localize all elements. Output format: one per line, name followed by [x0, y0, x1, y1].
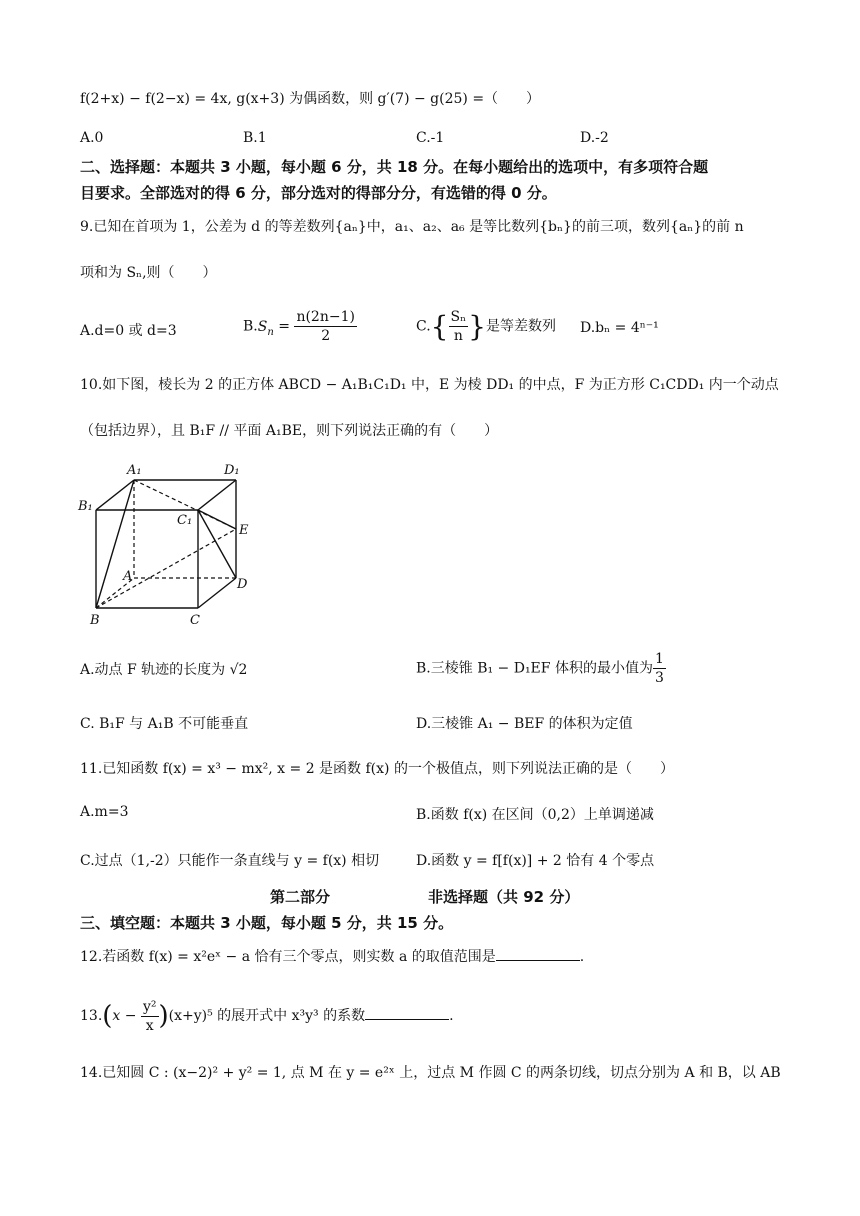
label-d1: D₁ [224, 463, 240, 478]
q9-stem-line2: 项和为 Sₙ,则（ ） [80, 265, 217, 281]
q13-text: (x+y)⁵ 的展开式中 x³y³ 的系数 [168, 1008, 366, 1024]
q9-option-d: D.bₙ = 4ⁿ⁻¹ [580, 320, 659, 336]
q13: 13.(x − $\frac{\text{y²}}{x}$ )(x+y)⁵ 的展开式中 x³y³ 的系数 . [80, 998, 454, 1034]
q8-stem: f(2+x) − f(2−x) = 4x, g(x+3) 为偶函数，则 g′(7) − g(25) =（ ） [80, 91, 541, 107]
segment-b-a1 [96, 480, 134, 608]
q14-stem: 14.已知圆 C : (x−2)² + y² = 1, 点 M 在 y = e²ˣ 上，过点 M 作圆 C 的两条切线，切点分别为 A 和 B，以 AB [80, 1065, 781, 1081]
q9-stem-line1: 9.已知在首项为 1，公差为 d 的等差数列{aₙ}中，a₁、a₂、a₆ 是等比数列{bₙ}的前三项，数列{aₙ}的前 n [80, 219, 744, 235]
part2-subtitle: 非选择题（共 92 分） [428, 888, 580, 906]
q9-option-c-fraction [449, 308, 469, 345]
q8-option-b: B.1 [243, 130, 267, 146]
label-c1: C₁ [177, 513, 193, 528]
edge-c1-d1 [198, 480, 236, 510]
q13-denominator: x [145, 1017, 154, 1034]
cube-figure [76, 458, 256, 630]
q9-option-b-fraction [294, 308, 357, 345]
q13-end: . [449, 1008, 454, 1024]
section2-header-line2: 目要求。全部选对的得 6 分，部分选对的得部分分，有选错的得 0 分。 [80, 184, 557, 202]
q9-option-a: A.d=0 或 d=3 [80, 323, 177, 339]
section2-header-line1: 二、选择题：本题共 3 小题，每小题 6 分，共 18 分。在每小题给出的选项中，有多项符合题 [80, 158, 709, 176]
q10-option-c: C. B₁F 与 A₁B 不可能垂直 [80, 716, 249, 732]
q13-answer-blank [365, 1005, 449, 1020]
q10-option-b-fraction [653, 650, 666, 687]
edge-b1-a1 [96, 480, 134, 510]
q9-option-c-numerator: Sₙ [450, 309, 467, 325]
label-d: D [237, 577, 248, 592]
q9-option-b-numerator: n(2n−1) [296, 309, 355, 325]
q11-option-b: B.函数 f(x) 在区间（0,2）上单调递减 [416, 807, 654, 823]
part2-title: 第二部分 [270, 888, 331, 906]
q11-stem: 11.已知函数 f(x) = x³ − mx², x = 2 是函数 f(x) 的一个极值点，则下列说法正确的是（ ） [80, 761, 674, 777]
q12-answer-blank [496, 946, 580, 961]
q10-option-b-text: B.三棱锥 B₁ − D₁EF 体积的最小值为 [416, 660, 653, 677]
q13-prefix: 13. [80, 1008, 103, 1024]
q10-option-b [416, 650, 666, 687]
label-e: E [239, 523, 249, 538]
q9-option-c-denominator: n [453, 328, 463, 344]
q9-option-b-denominator: 2 [321, 328, 331, 344]
q10-option-b-numerator: 1 [654, 651, 664, 667]
q9-option-b: $B.S_n$ = $\frac{n(2n-1)}{2}$ [243, 309, 355, 344]
label-a: A [123, 569, 133, 584]
label-a1: A₁ [127, 463, 142, 478]
q10-stem-line1: 10.如下图，棱长为 2 的正方体 ABCD − A₁B₁C₁D₁ 中，E 为棱 DD₁ 的中点，F 为正方形 C₁CDD₁ 内一个动点 [80, 377, 779, 393]
label-b: B [90, 613, 100, 628]
q10-stem-line2: （包括边界），且 B₁F // 平面 A₁BE，则下列说法正确的有（ ） [80, 423, 499, 439]
q8-option-d: D.-2 [580, 130, 609, 146]
q8-option-c: C.-1 [416, 130, 445, 146]
q10-option-a: A.动点 F 轨迹的长度为 √2 [80, 662, 248, 678]
q11-option-a: A.m=3 [80, 804, 129, 820]
q13-numerator: y² [142, 998, 157, 1015]
q12 [80, 946, 584, 968]
q10-option-d: D.三棱锥 A₁ − BEF 的体积为定值 [416, 716, 633, 732]
q8-option-a: A.0 [80, 130, 104, 146]
q9-option-c-suffix: 是等差数列 [485, 318, 556, 335]
section3-header: 三、填空题：本题共 3 小题，每小题 5 分，共 15 分。 [80, 914, 454, 932]
q11-option-c: C.过点（1,-2）只能作一条直线与 y = f(x) 相切 [80, 853, 380, 869]
q12-end: . [579, 949, 585, 965]
hidden-segment-b-e [96, 529, 236, 608]
label-b1: B₁ [78, 499, 93, 514]
edge-c-d [198, 578, 236, 608]
q9-option-b-prefix: B. [243, 318, 258, 335]
q13-fraction [141, 998, 159, 1035]
label-c: C [190, 613, 200, 628]
q11-option-d: D.函数 y = f[f(x)] + 2 恰有 4 个零点 [416, 853, 655, 869]
q10-option-b-denominator: 3 [654, 670, 664, 686]
q12-text: 12.若函数 f(x) = x²eˣ − a 恰有三个零点，则实数 a 的取值范围是 [80, 949, 496, 965]
q9-option-c: C.{ $\frac{\text{Sₙ}}{n}$ }是等差数列 [416, 309, 556, 344]
